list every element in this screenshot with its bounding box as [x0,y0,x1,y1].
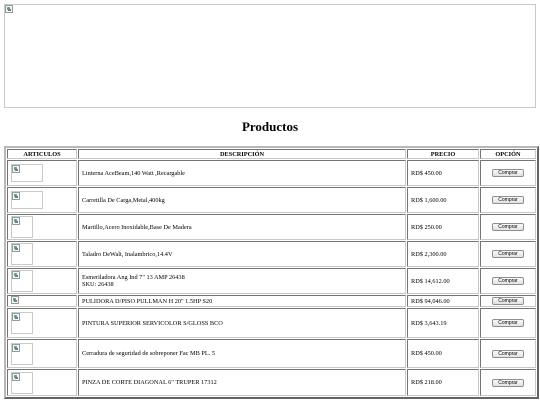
product-description [78,369,406,396]
product-image-cell [7,187,77,213]
product-price: RD$ 218.00 [407,369,479,396]
product-name: Esmeriladora Ang Ind 7" 13 AMP 26438 [82,274,185,281]
product-description [78,241,406,267]
buy-button[interactable]: Comprar [492,297,523,305]
product-description [78,308,406,338]
banner-image [4,4,536,108]
product-image [11,164,43,182]
table-header-row [7,149,536,159]
table-row [7,308,536,338]
broken-image-icon [12,217,20,225]
product-price: RD$ 450.00 [407,160,479,186]
product-image-cell [7,308,77,338]
buy-button[interactable]: Comprar [492,379,523,387]
product-image-cell [7,268,77,294]
product-image [11,216,33,238]
table-row [7,214,536,240]
product-image-cell [7,295,77,307]
table-row [7,187,536,213]
header-descripcion: DESCRIPCIÓN [78,149,406,159]
product-name: Martillo,Acero Inoxidable,Base De Madera [82,223,192,231]
page-title: Productos [241,119,299,134]
product-name: PINZA DE CORTE DIAGONAL 6" TRUPER 17312 [82,379,217,386]
product-option [480,187,536,213]
product-description [78,295,406,307]
header-precio: PRECIO [407,149,479,159]
broken-image-icon [12,165,20,173]
product-image [11,312,33,334]
product-name: Cerradura de seguridad de sobreponer Fac MB PL. 5 [82,350,216,357]
product-image [11,372,33,394]
header-opcion: OPCIÓN [480,149,536,159]
broken-image-icon [11,296,19,304]
table-row [7,241,536,267]
product-option [480,241,536,267]
product-name: Taladro DeWalt, Inalambrico,14.4V [82,250,173,258]
product-image [11,343,33,365]
product-image-cell [7,214,77,240]
broken-image-icon [12,344,20,352]
table-row [7,369,536,396]
product-option [480,268,536,294]
broken-image-icon [12,313,20,321]
buy-button[interactable]: Comprar [492,196,523,204]
table-row [7,160,536,186]
product-price: RD$ 2,300.00 [407,241,479,267]
buy-button[interactable]: Comprar [492,169,523,177]
buy-button[interactable]: Comprar [492,319,523,327]
products-table [4,146,539,399]
broken-image-icon [12,271,20,279]
broken-image-icon [12,192,20,200]
product-image-cell [7,241,77,267]
product-sku: SKU: 26438 [82,281,114,288]
product-option [480,214,536,240]
product-description [78,268,406,294]
product-name: Carretilla De Carga,Metal,400kg [82,196,165,204]
product-price: RD$ 94,046.00 [407,295,479,307]
product-image-cell [7,160,77,186]
product-image [11,270,33,292]
product-price: RD$ 250.00 [407,214,479,240]
product-price: RD$ 3,643.19 [407,308,479,338]
product-option [480,369,536,396]
buy-button[interactable]: Comprar [492,277,523,285]
broken-image-icon [12,244,20,252]
product-description [78,339,406,368]
product-option [480,308,536,338]
broken-image-icon [5,5,13,13]
product-description [78,160,406,186]
product-image-cell [7,369,77,396]
product-option [480,160,536,186]
table-row [7,339,536,368]
product-image-cell [7,339,77,368]
product-image [11,243,33,265]
product-name: PINTURA SUPERIOR SERVICOLOR S/GLOSS BCO [82,319,223,327]
product-option [480,339,536,368]
product-name: PULIDORA D/PISO PULLMAN H 20" 1.5HP S20 [82,297,213,305]
broken-image-icon [12,373,20,381]
product-image [11,191,43,209]
product-price: RD$ 450.00 [407,339,479,368]
product-option [480,295,536,307]
product-price: RD$ 1,600.00 [407,187,479,213]
table-row [7,295,536,307]
header-articulos: ARTICULOS [7,149,77,159]
product-price: RD$ 14,612.00 [407,268,479,294]
buy-button[interactable]: Comprar [492,223,523,231]
product-name: Linterna AceBeam,140 Watt ,Recargable [82,169,185,177]
table-row [7,268,536,294]
product-description [78,214,406,240]
product-description [78,187,406,213]
buy-button[interactable]: Comprar [492,350,523,358]
buy-button[interactable]: Comprar [492,250,523,258]
